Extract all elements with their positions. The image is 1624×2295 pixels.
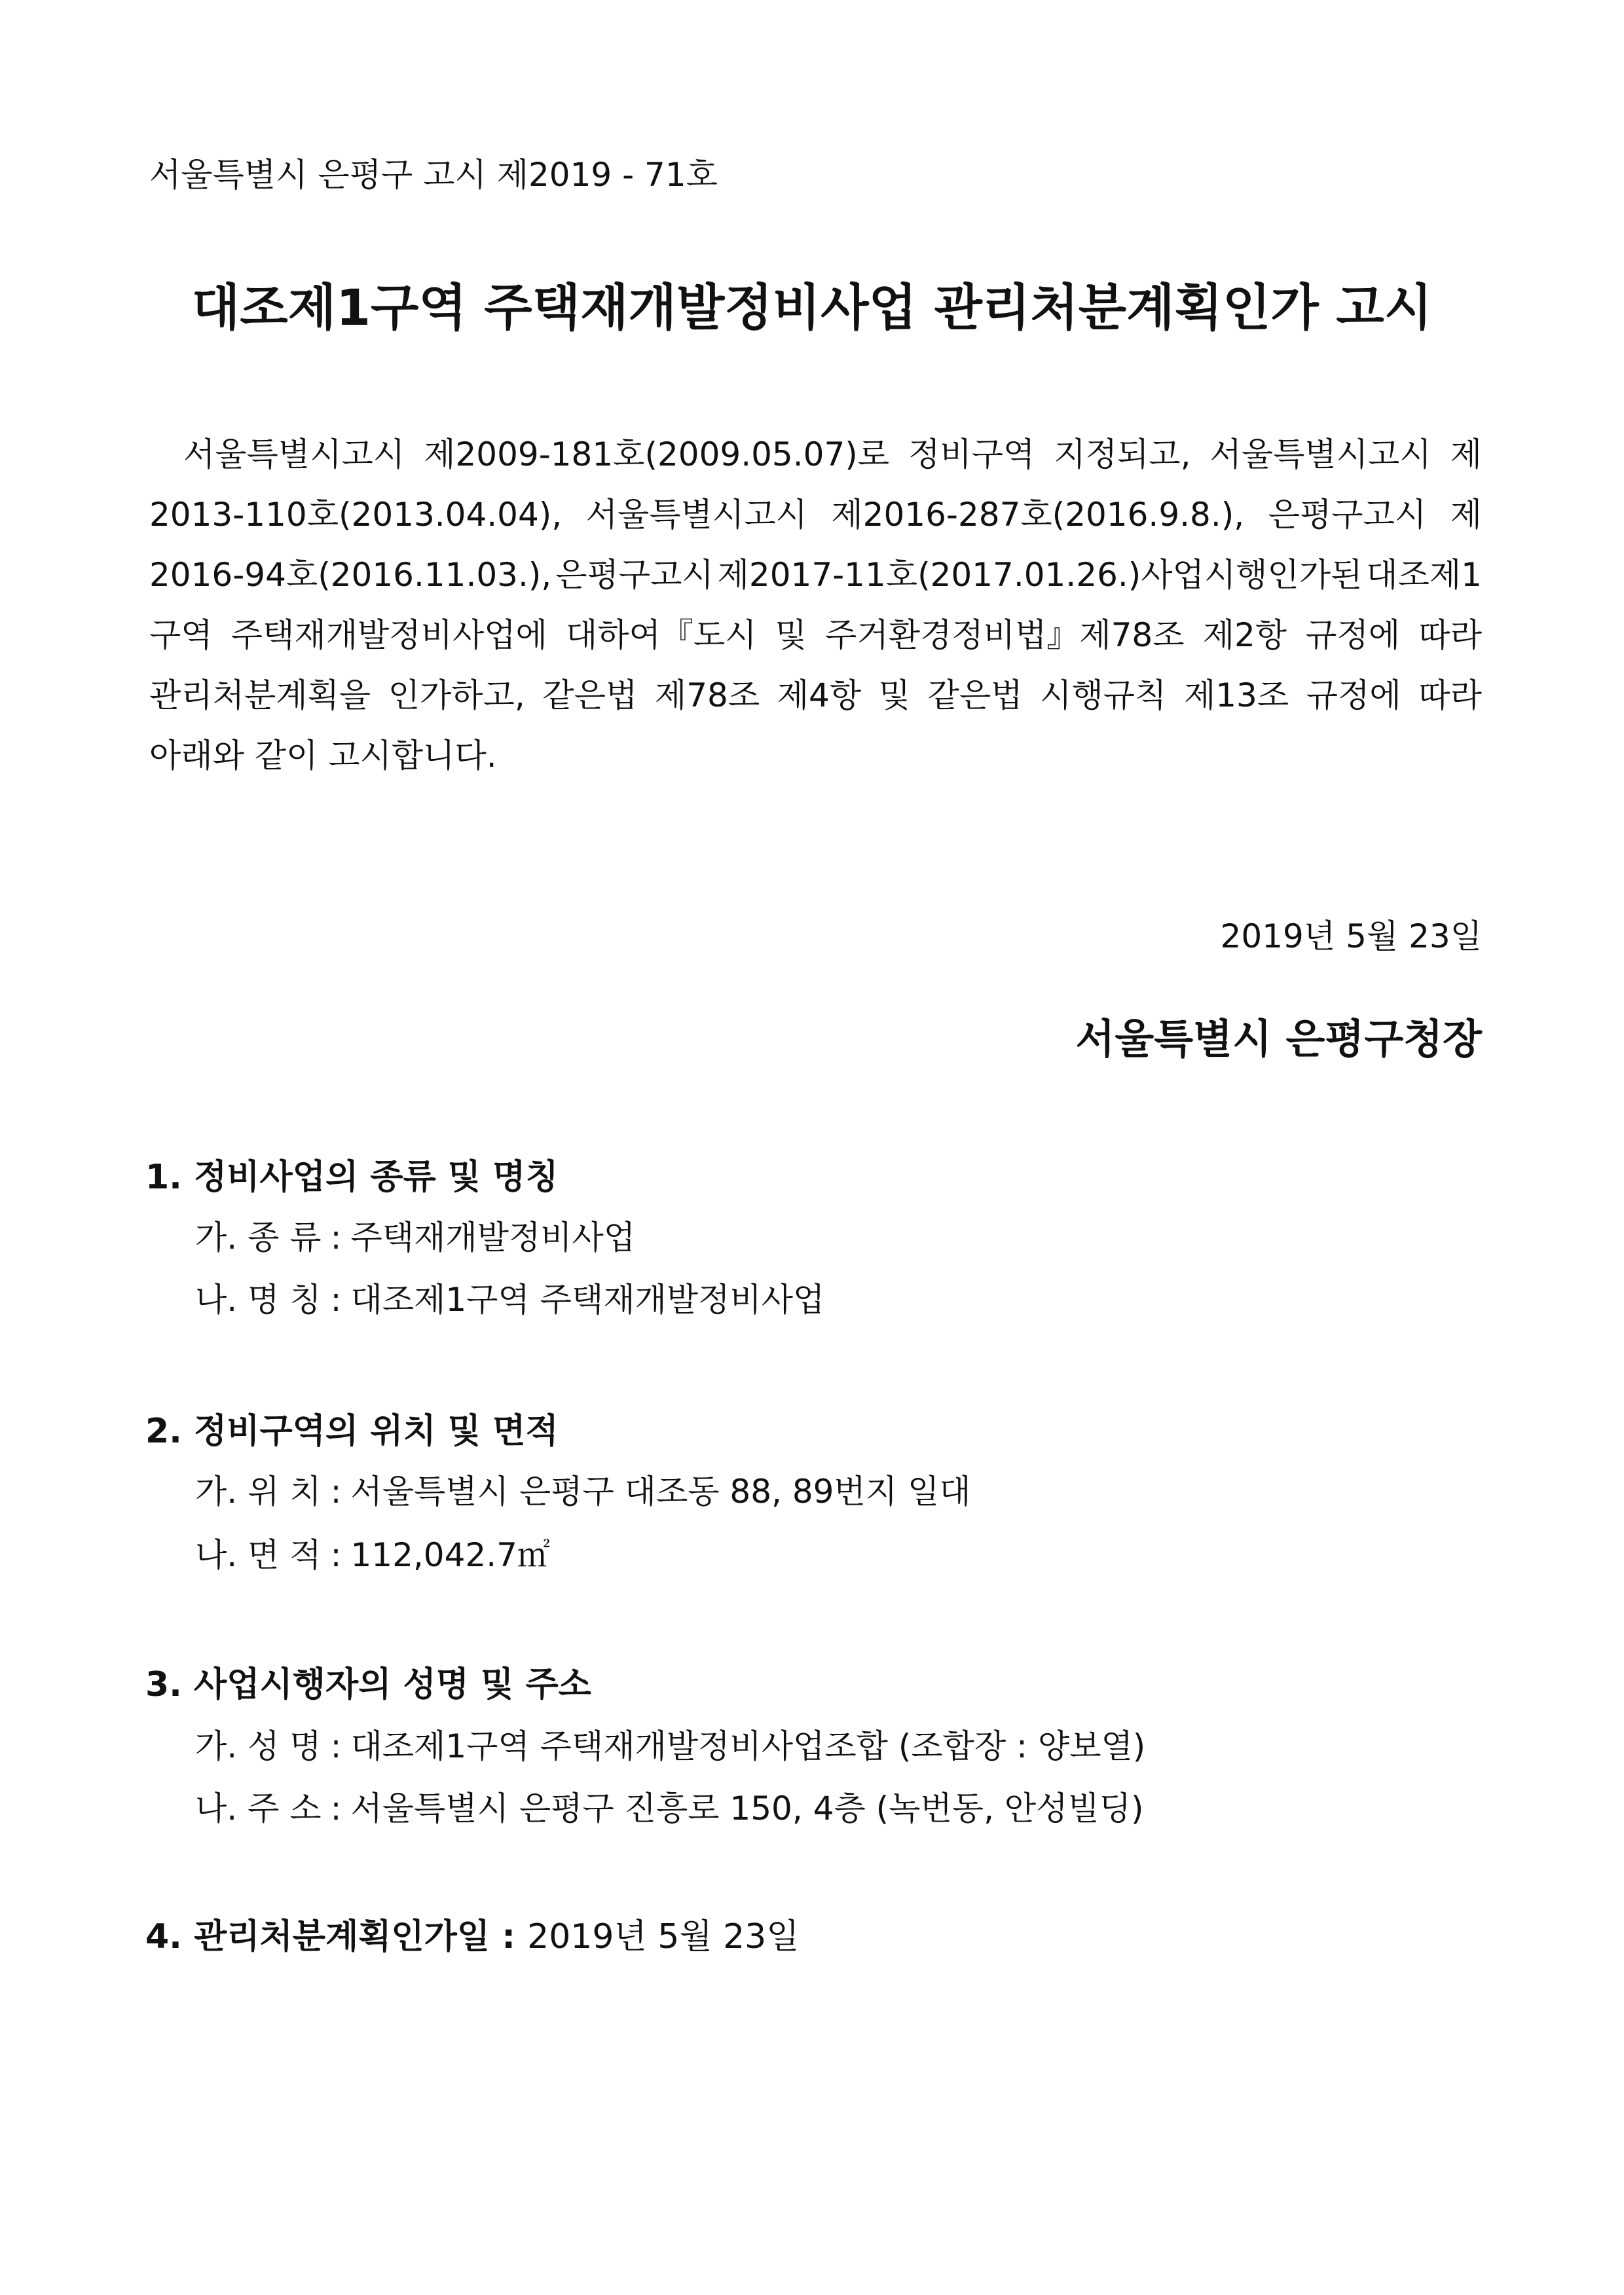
body-word: 은평구고시	[1268, 496, 1427, 534]
item-label: 가. 위 치	[195, 1473, 322, 1511]
body-line	[149, 424, 1482, 485]
section-heading: 3. 사업시행자의 성명 및 주소	[145, 1665, 591, 1704]
body-word: 및	[878, 676, 911, 714]
body-word: 제78조	[654, 676, 760, 714]
item-value: 대조제1구역 주택재개발정비사업	[350, 1281, 825, 1319]
body-word: 주택재개발정비사업에	[231, 616, 547, 654]
item-separator: :	[330, 1536, 342, 1574]
section-item	[195, 1532, 550, 1578]
item-value: 서울특별시 은평구 대조동 88, 89번지 일대	[350, 1473, 971, 1511]
section-item	[195, 1723, 1145, 1769]
body-word: 같은법	[927, 676, 1023, 714]
section-item	[195, 1215, 635, 1260]
issuer-name: 서울특별시 은평구청장	[1075, 1015, 1482, 1063]
item-label: 가. 성 명	[195, 1727, 322, 1765]
item-value: 대조제1구역 주택재개발정비사업조합 (조합장 : 양보열)	[350, 1727, 1146, 1765]
body-line	[149, 485, 1482, 545]
body-word: 제13조	[1183, 676, 1289, 714]
section-heading: 2. 정비구역의 위치 및 면적	[145, 1412, 559, 1451]
body-word: 서울특별시고시	[183, 435, 405, 473]
item-separator: :	[330, 1727, 342, 1765]
body-word: 같은법	[542, 676, 638, 714]
section-item	[195, 1277, 824, 1323]
body-word: 정비구역	[908, 435, 1035, 473]
body-word: 2013-110호(2013.04.04),	[149, 496, 563, 534]
body-word: 제	[1450, 435, 1482, 473]
body-word: 따라	[1418, 616, 1482, 654]
section-heading-label: 4. 관리처분계획인가일 :	[145, 1917, 516, 1956]
body-word: 제2009-181호(2009.05.07)로	[424, 435, 890, 473]
body-word: 2016-94호(2016.11.03.),	[149, 556, 552, 594]
body-line	[149, 545, 1482, 605]
item-value: 주택재개발정비사업	[350, 1219, 636, 1257]
item-value: 서울특별시 은평구 진흥로 150, 4층 (녹번동, 안성빌딩)	[350, 1790, 1144, 1827]
item-separator: :	[330, 1281, 342, 1319]
body-word: 시행규칙	[1040, 676, 1167, 714]
notice-number: 서울특별시 은평구 고시 제2019 - 71호	[149, 156, 718, 194]
body-word: 대조제1	[1366, 556, 1482, 594]
body-word: 구역	[149, 616, 213, 654]
body-word: 대하여『도시	[565, 616, 757, 654]
notice-body	[149, 424, 1482, 786]
body-line	[149, 725, 1482, 786]
section-heading: 1. 정비사업의 종류 및 명칭	[145, 1158, 559, 1197]
section-item	[195, 1786, 1144, 1831]
body-word: 인가하고,	[388, 676, 525, 714]
section-item	[195, 1469, 971, 1515]
body-word: 아래와 같이 고시합니다.	[149, 737, 497, 775]
body-word: 제2017-11호(2017.01.26.)사업시행인가된	[717, 556, 1363, 594]
approval-date-value: 2019년 5월 23일	[527, 1917, 800, 1956]
item-separator: :	[330, 1790, 342, 1827]
item-label: 나. 주 소	[195, 1790, 322, 1827]
page-title: 대조제1구역 주택재개발정비사업 관리처분계획인가 고시	[191, 278, 1433, 337]
item-value: 112,042.7㎡	[350, 1536, 550, 1574]
body-word: 규정에	[1306, 676, 1401, 714]
body-line	[149, 665, 1482, 725]
notice-date: 2019년 5월 23일	[1220, 917, 1482, 955]
item-label: 나. 면 적	[195, 1536, 322, 1574]
body-word: 및	[775, 616, 807, 654]
body-word: 따라	[1418, 676, 1482, 714]
body-word: 규정에	[1305, 616, 1401, 654]
item-label: 가. 종 류	[195, 1219, 322, 1257]
item-separator: :	[330, 1473, 342, 1511]
body-word: 지정되고,	[1054, 435, 1191, 473]
body-word: 은평구고시	[555, 556, 714, 594]
body-word: 서울특별시고시	[585, 496, 807, 534]
body-word: 주거환경정비법』제78조	[825, 616, 1185, 654]
item-label: 나. 명 칭	[195, 1281, 322, 1319]
body-word: 제2항	[1202, 616, 1287, 654]
body-word: 서울특별시고시	[1209, 435, 1431, 473]
body-word: 제	[1450, 496, 1482, 534]
body-word: 제4항	[777, 676, 862, 714]
body-word: 관리처분계획을	[149, 676, 371, 714]
body-line	[149, 605, 1482, 665]
item-separator: :	[330, 1219, 342, 1257]
body-word: 제2016-287호(2016.9.8.),	[831, 496, 1245, 534]
section-heading-approval-date	[145, 1913, 799, 1960]
